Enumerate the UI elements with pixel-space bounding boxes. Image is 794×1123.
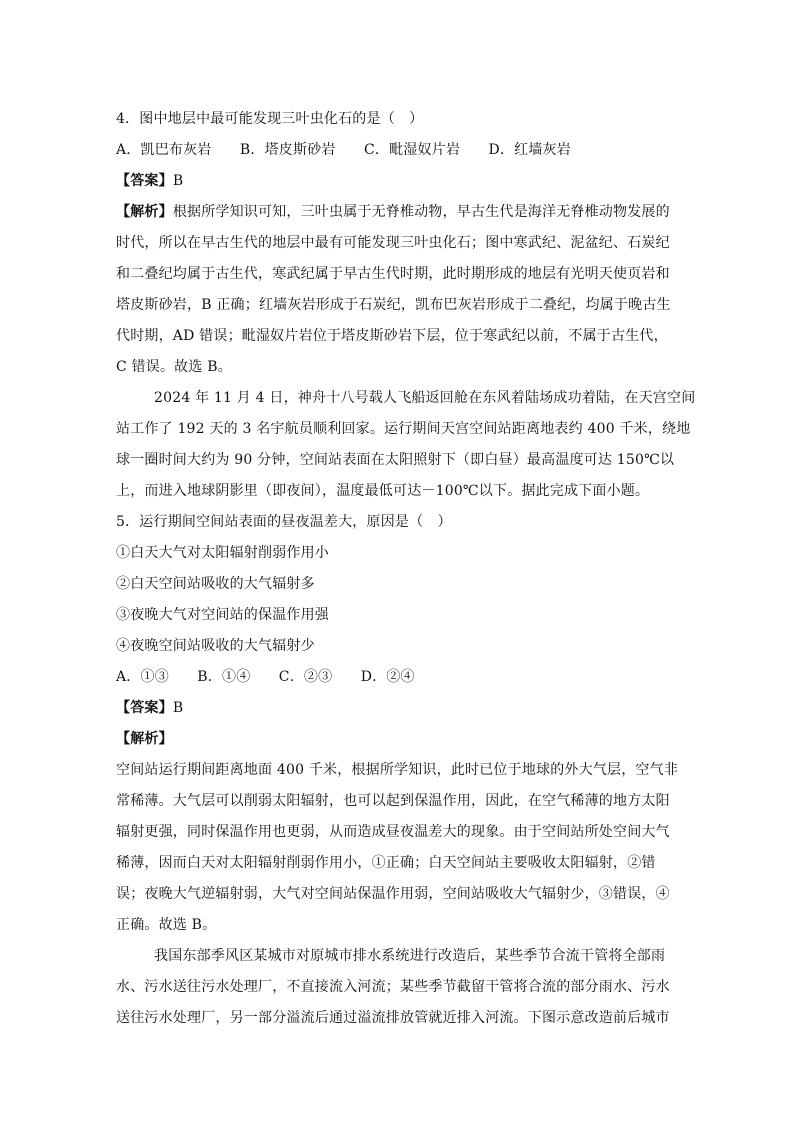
question-5-analysis-line-2: 常稀薄。大气层可以削弱太阳辐射，也可以起到保温作用，因此，在空气稀薄的地方太阳 bbox=[116, 793, 670, 809]
answer-label: 【答案】 bbox=[116, 173, 173, 189]
document-content bbox=[116, 104, 696, 1034]
question-5-item-2: ②白天空间站吸收的大气辐射多 bbox=[116, 576, 315, 592]
question-5-item-1: ①白天大气对太阳辐射削弱作用小 bbox=[116, 545, 329, 561]
passage-3-line-3: 送往污水处理厂，另一部分溢流后通过溢流排放管就近排入河流。下图示意改造前后城市 bbox=[116, 1010, 670, 1026]
passage-2-line-4: 上，而进入地球阴影里（即夜间），温度最低可达－100℃以下。据此完成下面小题。 bbox=[116, 483, 650, 499]
question-5-analysis-line-5: 误；夜晚大气逆辐射弱，大气对空间站保温作用弱，空间站吸收大气辐射少，③错误，④ bbox=[116, 886, 670, 902]
question-4-analysis-line-1 bbox=[116, 197, 676, 228]
question-5-analysis-line-3: 辐射更强，同时保温作用也更弱，从而造成昼夜温差大的现象。由于空间站所处空间大气 bbox=[116, 824, 670, 840]
question-5-options: A．①③ B．①④ C．②③ D．②④ bbox=[116, 669, 415, 685]
answer-label: 【答案】 bbox=[116, 700, 173, 716]
question-5-analysis-line-4: 稀薄，因而白天对太阳辐射削弱作用小，①正确；白天空间站主要吸收太阳辐射，②错 bbox=[116, 855, 656, 871]
question-5-analysis-line-1: 空间站运行期间距离地面 400 千米，根据所学知识，此时已位于地球的外大气层，空气非 bbox=[116, 762, 679, 778]
analysis-label: 【解析】 bbox=[116, 204, 173, 220]
question-4-analysis-line-6: C 错误。故选 B。 bbox=[116, 359, 232, 375]
question-5-item-4: ④夜晚空间站吸收的大气辐射少 bbox=[116, 638, 315, 654]
passage-2-line-1: 2024 年 11 月 4 日，神舟十八号载人飞船返回舱在东风着陆场成功着陆，在天宫空间 bbox=[154, 390, 696, 406]
question-4: 4．图中地层中最可能发现三叶虫化石的是（ ） bbox=[116, 111, 424, 127]
question-4-options: A．凯巴布灰岩 B．塔皮斯砂岩 C．毗湿奴片岩 D．红墙灰岩 bbox=[116, 142, 571, 158]
question-4-analysis-line-5: 代时期，AD 错误；毗湿奴片岩位于塔皮斯砂岩下层，位于寒武纪以前，不属于古生代， bbox=[116, 328, 668, 344]
question-4-analysis-line-3: 和二叠纪均属于古生代，寒武纪属于早古生代时期，此时期形成的地层有光明天使页岩和 bbox=[116, 266, 670, 282]
answer-value: B bbox=[172, 700, 184, 716]
question-5-answer bbox=[116, 693, 676, 724]
passage-3-line-1: 我国东部季风区某城市对原城市排水系统进行改造后，某些季节合流干管将全部雨 bbox=[154, 948, 666, 964]
question-4-answer bbox=[116, 166, 676, 197]
question-5-item-3: ③夜晚大气对空间站的保温作用强 bbox=[116, 607, 329, 623]
question-4-analysis-line-4: 塔皮斯砂岩，B 正确；红墙灰岩形成于石炭纪，凯布巴灰岩形成于二叠纪，均属于晚古生 bbox=[116, 297, 671, 313]
analysis-text: 根据所学知识可知，三叶虫属于无脊椎动物，早古生代是海洋无脊椎动物发展的 bbox=[172, 204, 670, 220]
answer-value: B bbox=[172, 173, 184, 189]
question-5: 5．运行期间空间站表面的昼夜温差大，原因是（ ） bbox=[116, 514, 452, 530]
question-4-analysis-line-2: 时代，所以在早古生代的地层中最有可能发现三叶虫化石；图中寒武纪、泥盆纪、石炭纪 bbox=[116, 235, 670, 251]
passage-2-line-3: 球一圈时间大约为 90 分钟，空间站表面在太阳照射下（即白昼）最高温度可达 150℃以 bbox=[116, 452, 675, 468]
question-5-analysis-line-6: 正确。故选 B。 bbox=[116, 917, 217, 933]
passage-3-line-2: 水、污水送往污水处理厂，不直接流入河流；某些季节截留干管将合流的部分雨水、污水 bbox=[116, 979, 670, 995]
question-5-analysis-label: 【解析】 bbox=[116, 731, 173, 747]
passage-2-line-2: 站工作了 192 天的 3 名宇航员顺利回家。运行期间天宫空间站距离地表约 400 千米，绕地 bbox=[116, 421, 691, 437]
